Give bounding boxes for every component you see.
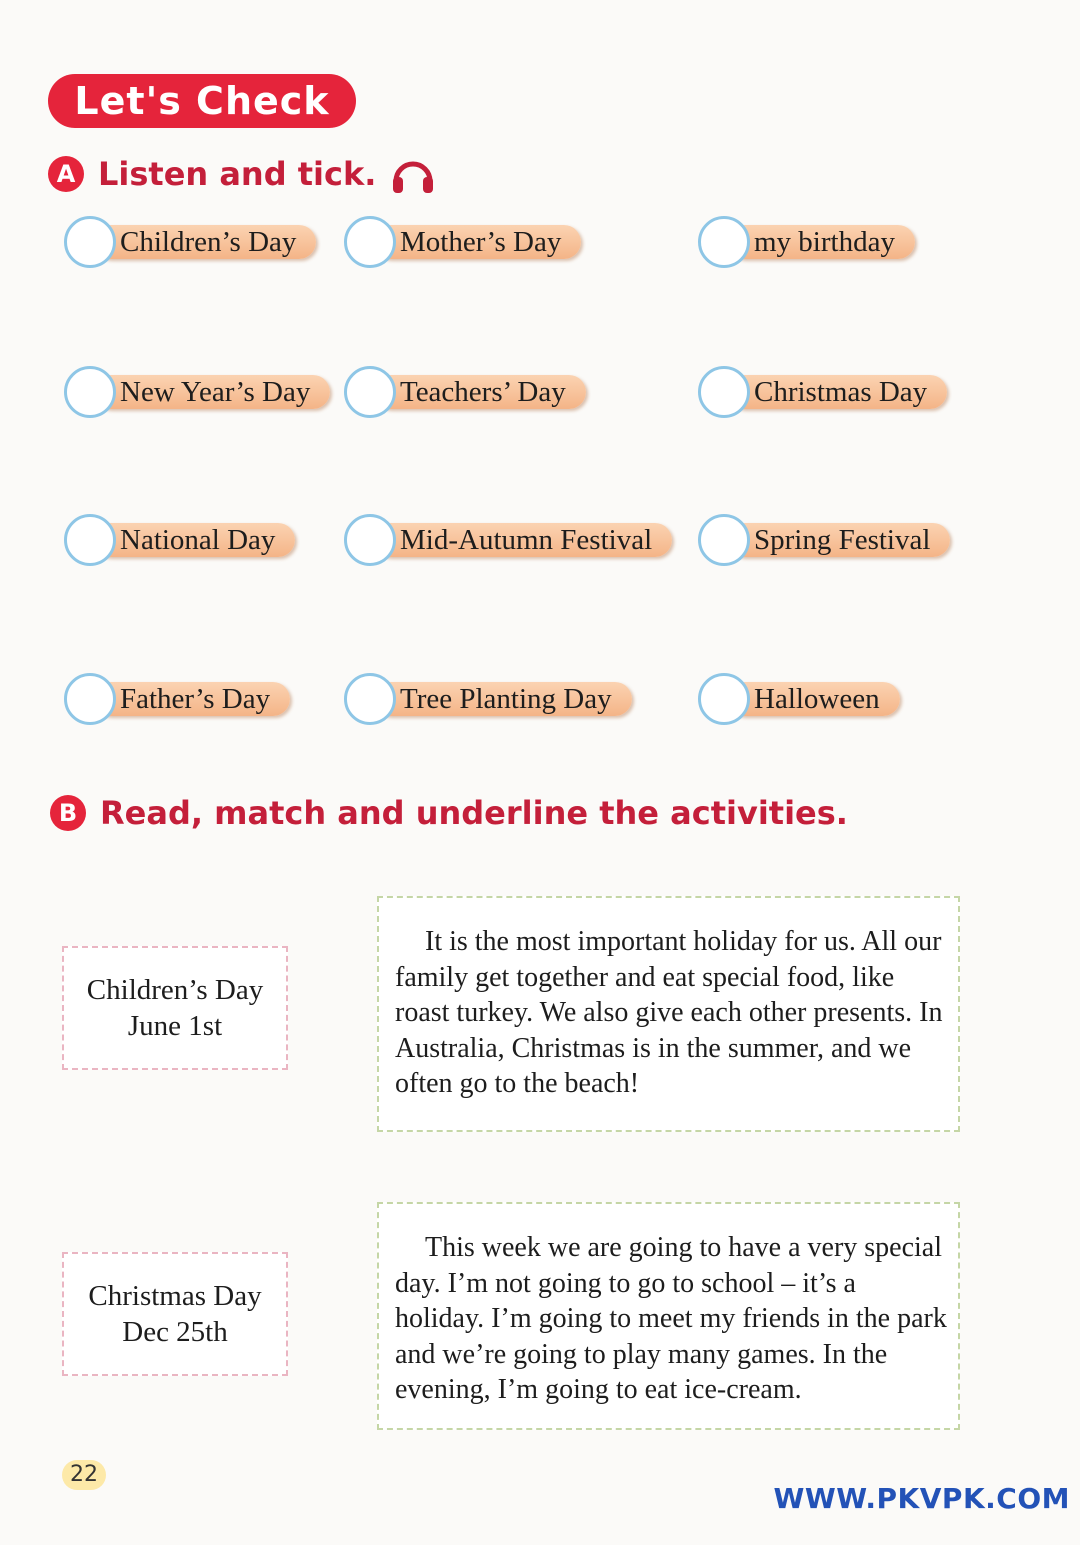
tick-circle[interactable] bbox=[64, 673, 116, 725]
lets-check-banner: Let's Check bbox=[48, 74, 356, 128]
holiday-name: Christmas Day bbox=[88, 1280, 262, 1312]
option-label: Mid-Autumn Festival bbox=[374, 523, 672, 557]
tick-circle[interactable] bbox=[344, 514, 396, 566]
option-label: Tree Planting Day bbox=[374, 682, 632, 716]
option-label: Mother’s Day bbox=[374, 225, 581, 259]
section-a-heading bbox=[48, 153, 436, 195]
section-b-title: Read, match and underline the activities. bbox=[100, 794, 848, 832]
tick-circle[interactable] bbox=[64, 366, 116, 418]
tick-circle[interactable] bbox=[64, 514, 116, 566]
tick-circle[interactable] bbox=[344, 673, 396, 725]
tick-circle[interactable] bbox=[64, 216, 116, 268]
option-label: Halloween bbox=[728, 682, 900, 716]
tick-circle[interactable] bbox=[344, 366, 396, 418]
passage-text: It is the most important holiday for us. All our family get together and eat special food, like roast turkey. We also give each other presents. In Australia, Christmas is in the summer, and we often go to the beach! bbox=[395, 926, 943, 1099]
option-label: National Day bbox=[94, 523, 295, 557]
reading-passage[interactable] bbox=[377, 1202, 960, 1430]
tick-circle[interactable] bbox=[698, 366, 750, 418]
option-label: Children’s Day bbox=[94, 225, 316, 259]
holiday-name: Children’s Day bbox=[86, 974, 264, 1006]
page-number: 22 bbox=[62, 1460, 106, 1490]
section-a-letter: A bbox=[48, 156, 84, 192]
passage-text: This week we are going to have a very special day. I’m not going to go to school – it’s a holiday. I’m going to meet my friends in the park and we’re going to play many games. In the evening, I’m going to eat ice-cream. bbox=[395, 1232, 947, 1405]
tick-circle[interactable] bbox=[698, 673, 750, 725]
tick-circle[interactable] bbox=[698, 216, 750, 268]
option-label: Father’s Day bbox=[94, 682, 290, 716]
holiday-date: Dec 25th bbox=[122, 1316, 228, 1348]
headphones-icon bbox=[390, 153, 436, 195]
section-a-title: Listen and tick. bbox=[98, 155, 377, 193]
section-b-heading bbox=[50, 794, 848, 832]
tick-circle[interactable] bbox=[698, 514, 750, 566]
section-b-letter: B bbox=[50, 795, 86, 831]
tick-circle[interactable] bbox=[344, 216, 396, 268]
option-label: Christmas Day bbox=[728, 375, 947, 409]
site-watermark: WWW.PKVPK.COM bbox=[773, 1482, 1070, 1515]
option-label: New Year’s Day bbox=[94, 375, 330, 409]
option-label: Teachers’ Day bbox=[374, 375, 586, 409]
holiday-date: June 1st bbox=[127, 1010, 223, 1042]
holiday-date-card[interactable] bbox=[62, 946, 288, 1070]
option-label: Spring Festival bbox=[728, 523, 950, 557]
option-label: my birthday bbox=[728, 225, 915, 259]
reading-passage[interactable] bbox=[377, 896, 960, 1132]
holiday-date-card[interactable] bbox=[62, 1252, 288, 1376]
